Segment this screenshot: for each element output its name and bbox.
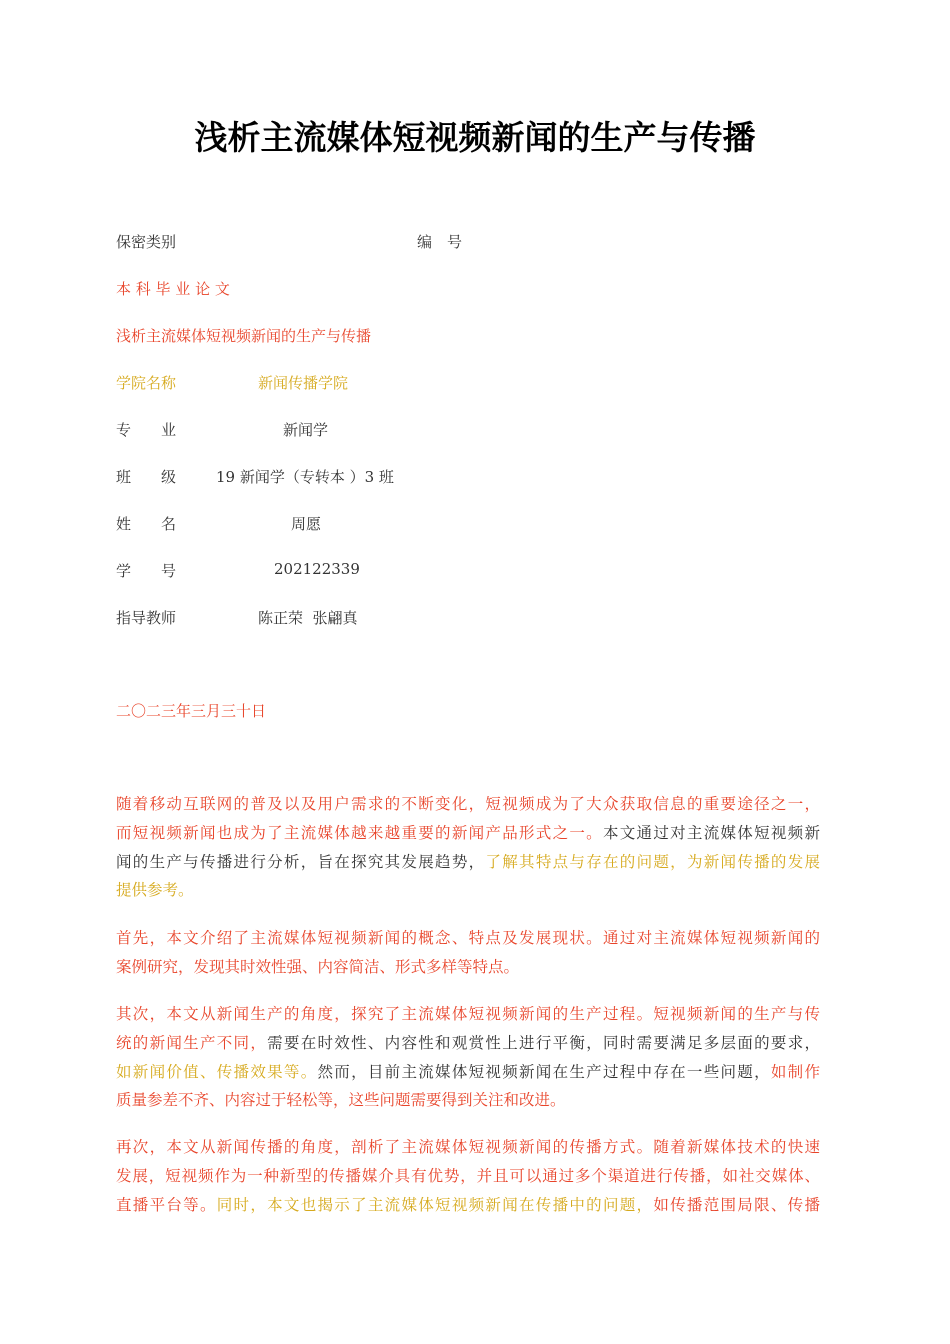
text: 其次，本文从新闻生产的角度，探究了主流媒体短视频新闻的生产过程。短视频新闻的生产与传 <box>116 1005 820 1023</box>
text: 再次，本文从新闻传播的角度，剖析了主流媒体短视频新闻的传播方式。随着新媒体技术的快速 <box>116 1138 820 1156</box>
text: 发展，短视频作为一种新型的传播媒介具有优势，并且可以通过多个渠道进行传播，如社交媒体、 <box>116 1167 820 1185</box>
text: 统的新闻生产不同， <box>116 1034 268 1052</box>
text: 而短视频新闻也成为了主流媒体越来越重要的新闻产品形式之一。 <box>116 824 603 842</box>
text: 如制作 <box>770 1063 820 1081</box>
text: 如传播范围局限、传播 <box>653 1196 820 1214</box>
date: 二〇二三年三月三十日 <box>116 702 267 720</box>
id-label: 学 号 <box>116 562 177 580</box>
college-value: 新闻传播学院 <box>258 374 349 392</box>
class-label: 班 级 <box>116 468 177 486</box>
college-label: 学院名称 <box>116 374 177 392</box>
class-value: 19 新闻学（专转本 ）3 班 <box>216 468 394 486</box>
number-label: 编 号 <box>417 233 463 251</box>
text: 本文通过对主流媒体短视频新 <box>602 824 820 842</box>
advisor-value: 陈正荣 张翩真 <box>258 609 358 627</box>
advisor-label: 指导教师 <box>116 609 177 627</box>
name-value: 周愿 <box>291 515 322 533</box>
text: 提供参考。 <box>116 881 194 899</box>
text: 了解其特点与存在的问题，为新闻传播的发展 <box>485 853 820 871</box>
document-title: 浅析主流媒体短视频新闻的生产与传播 <box>194 118 756 157</box>
text: 需要在时效性、内容性和观赏性上进行平衡，同时需要满足多层面的要求， <box>267 1034 820 1052</box>
secret-label: 保密类别 <box>116 233 177 251</box>
major-label: 专 业 <box>116 421 177 439</box>
text: 质量参差不齐、内容过于轻松等，这些问题需要得到关注和改进。 <box>116 1091 566 1109</box>
text: 直播平台等。 <box>116 1196 217 1214</box>
text: 然而，目前主流媒体短视频新闻在生产过程中存在一些问题， <box>317 1063 771 1081</box>
id-value: 202122339 <box>274 560 360 578</box>
thesis-type: 本 科 毕 业 论 文 <box>116 280 230 298</box>
text: 随着移动互联网的普及以及用户需求的不断变化，短视频成为了大众获取信息的重要途径之一， <box>116 795 820 813</box>
text: 同时，本文也揭示了主流媒体短视频新闻在传播中的问题， <box>216 1196 654 1214</box>
thesis-title: 浅析主流媒体短视频新闻的生产与传播 <box>116 327 372 345</box>
name-label: 姓 名 <box>116 515 177 533</box>
text: 如新闻价值、传播效果等。 <box>116 1063 318 1081</box>
text: 案例研究，发现其时效性强、内容简洁、形式多样等特点。 <box>116 958 520 976</box>
text: 闻的生产与传播进行分析，旨在探究其发展趋势， <box>116 853 486 871</box>
text: 首先，本文介绍了主流媒体短视频新闻的概念、特点及发展现状。通过对主流媒体短视频新闻的 <box>116 929 820 947</box>
major-value: 新闻学 <box>283 421 329 439</box>
